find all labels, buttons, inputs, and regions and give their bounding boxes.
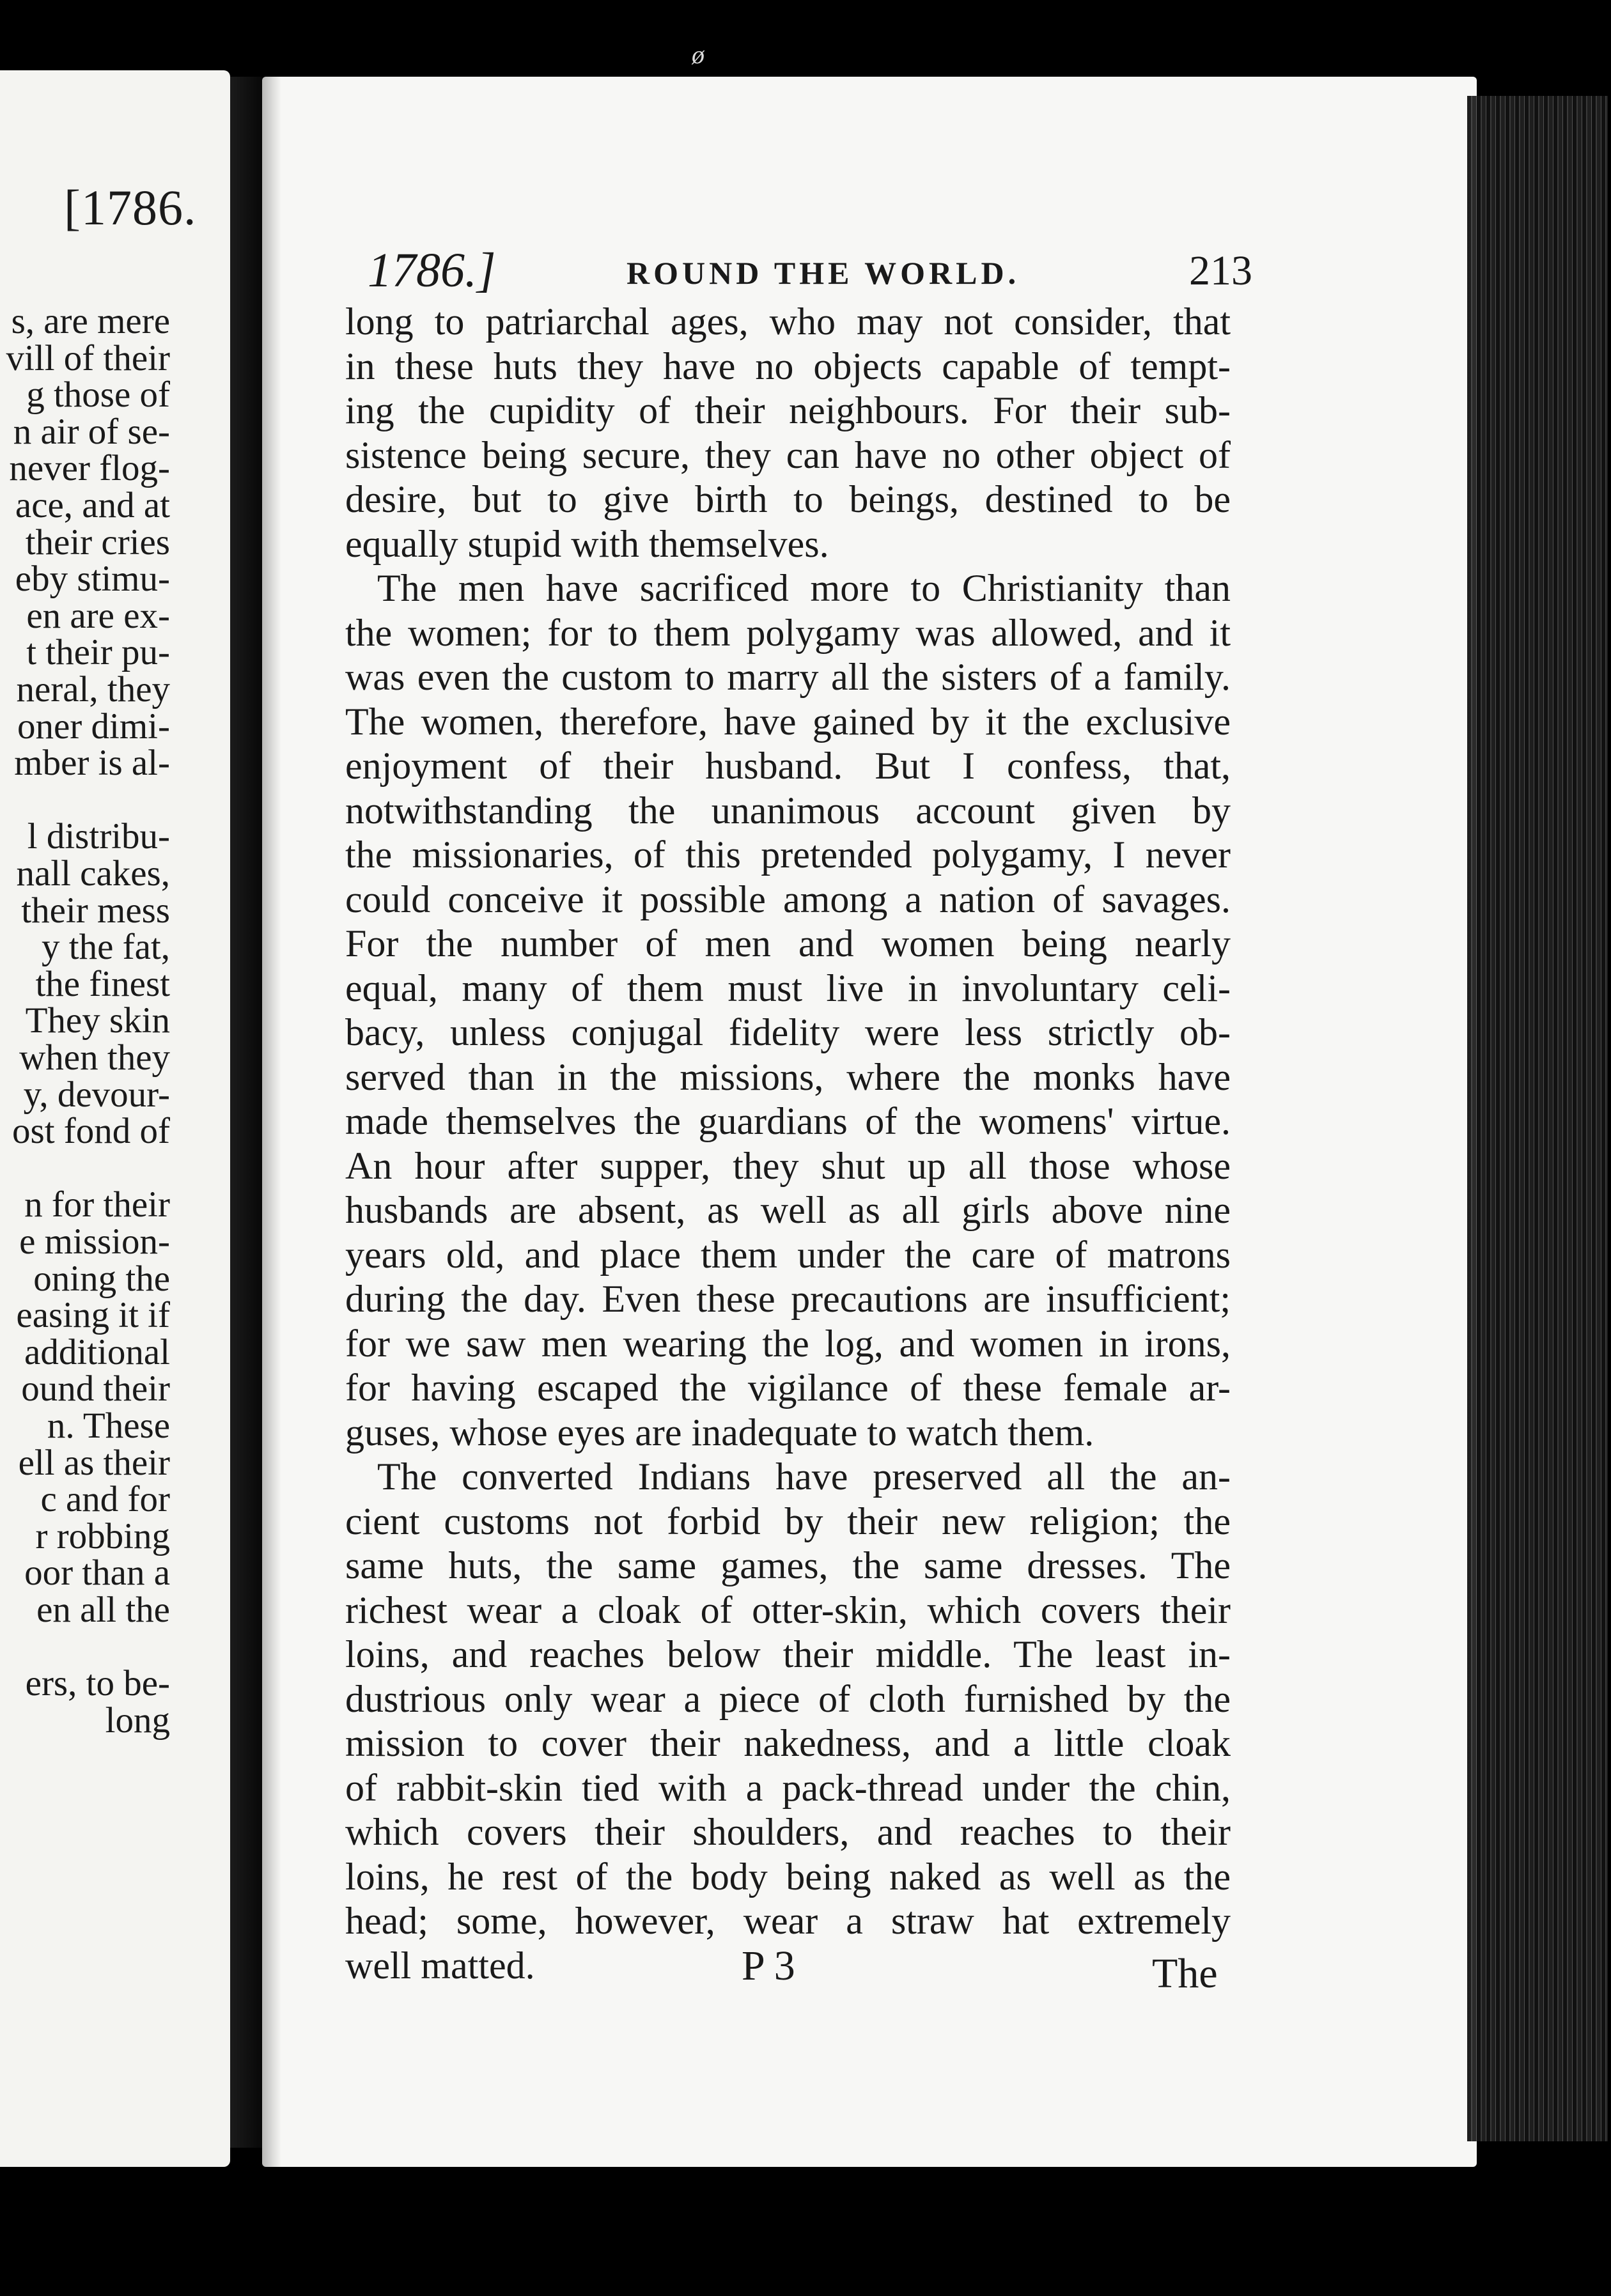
text-line: head; some, however, wear a straw hat extremely [345,1900,1231,1942]
previous-page-line: oning the [33,1258,170,1299]
text-line: dustrious only wear a piece of cloth furnished by the [345,1677,1231,1720]
text-line: notwithstanding the unanimous account given by [345,789,1231,832]
previous-page-line: l distribu- [27,816,170,857]
running-head-year: 1786.] [368,244,496,297]
previous-page-line: ers, to be- [25,1663,170,1704]
previous-page-line: oner dimi- [17,706,170,747]
text-line: made themselves the guardians of the womens' virtue. [345,1100,1231,1142]
previous-page-line: t their pu- [26,632,170,673]
previous-page-line: ace, and at [15,485,170,525]
text-line: mission to cover their nakedness, and a little cloak [345,1722,1231,1764]
previous-page-line: long [105,1700,170,1741]
previous-page-line: n. These [47,1406,170,1446]
previous-page-line: oor than a [24,1553,170,1594]
previous-page-line: c and for [40,1479,170,1520]
previous-page-line: additional [24,1331,170,1372]
text-line: cient customs not forbid by their new religion; the [345,1500,1231,1542]
previous-page-line: nall cakes, [16,853,170,894]
text-line: For the number of men and women being nearly [345,922,1231,965]
text-line: ing the cupidity of their neighbours. For their sub- [345,389,1231,431]
text-line: for having escaped the vigilance of these female ar- [345,1367,1231,1409]
text-line: same huts, the same games, the same dresses. The [345,1544,1231,1586]
text-line: husbands are absent, as well as all girls above nine [345,1189,1231,1231]
previous-page-line: the finest [35,963,170,1004]
text-line: which covers their shoulders, and reaches to their [345,1811,1231,1853]
text-line: enjoyment of their husband. But I confess, that, [345,745,1231,787]
text-line: during the day. Even these precautions are insufficient; [345,1278,1231,1320]
text-line: desire, but to give birth to beings, destined to be [345,478,1231,520]
previous-page-line: y, devour- [23,1074,170,1115]
previous-page-line: ost fond of [12,1111,170,1152]
text-line: could conceive it possible among a nation of savages. [345,878,1231,920]
text-line: the women; for to them polygamy was allowed, and it [345,611,1231,654]
text-line: loins, and reaches below their middle. The least in- [345,1633,1231,1675]
text-line: richest wear a cloak of otter-skin, which covers their [345,1588,1231,1631]
text-line: loins, he rest of the body being naked as well as the [345,1855,1231,1898]
text-line: The converted Indians have preserved all the an- [377,1455,1231,1498]
text-line: equally stupid with themselves. [345,522,829,565]
previous-page-line: en all the [36,1590,170,1630]
text-line: The women, therefore, have gained by it the exclusive [345,700,1231,743]
previous-page-line: ound their [21,1369,170,1409]
running-head [368,243,1263,300]
text-line: in these huts they have no objects capable of tempt- [345,345,1231,387]
previous-page-line: eby stimu- [15,559,170,600]
previous-page-line: n for their [24,1184,170,1225]
text-line: well matted. [345,1944,535,1987]
top-mark: ø [692,40,704,69]
text-line: guses, whose eyes are inadequate to watch them. [345,1411,1094,1454]
page-edges [1467,96,1608,2141]
text-line: for we saw men wearing the log, and women in irons, [345,1322,1231,1365]
text-line: of rabbit-skin tied with a pack-thread under the chin, [345,1766,1231,1809]
text-line: long to patriarchal ages, who may not consider, that [345,300,1231,343]
previous-page-line: neral, they [16,669,170,710]
catchword: The [1152,1950,1218,1997]
previous-page-header: [1786. [64,180,197,235]
page-gutter-shadow [262,77,281,2167]
signature-mark: P 3 [742,1943,795,1989]
running-head-title: ROUND THE WORLD. [626,255,1020,291]
previous-page-line: when they [19,1037,170,1078]
text-line: served than in the missions, where the monks have [345,1055,1231,1098]
text-line: bacy, unless conjugal fidelity were less strictly ob- [345,1011,1231,1053]
text-line: years old, and place them under the care of matrons [345,1233,1231,1276]
text-line: The men have sacrificed more to Christianity than [377,567,1231,609]
previous-page-line: ell as their [18,1442,170,1483]
text-line: was even the custom to marry all the sisters of a family. [345,656,1231,698]
page-number: 213 [1189,247,1252,294]
previous-page-line: vill of their [6,337,170,378]
previous-page-line: r robbing [35,1516,170,1556]
previous-page-line: easing it if [16,1295,170,1336]
previous-page-line: mber is al- [14,743,170,784]
previous-page-line: g those of [26,375,170,415]
previous-page-line: y the fat, [41,927,170,968]
previous-page-line: n air of se- [13,411,170,452]
text-line: equal, many of them must live in involuntary celi- [345,966,1231,1009]
previous-page-line: never flog- [9,448,170,489]
previous-page-line: their mess [21,890,170,931]
text-line: An hour after supper, they shut up all those whose [345,1144,1231,1187]
previous-page-line: They skin [25,1000,170,1041]
text-line: the missionaries, of this pretended polygamy, I never [345,834,1231,876]
previous-page-line: their cries [25,522,170,562]
previous-page-line: e mission- [19,1222,170,1262]
previous-page [0,70,230,2167]
previous-page-line: s, are mere [11,301,170,341]
previous-page-line: en are ex- [26,595,170,636]
text-line: sistence being secure, they can have no other object of [345,433,1231,476]
